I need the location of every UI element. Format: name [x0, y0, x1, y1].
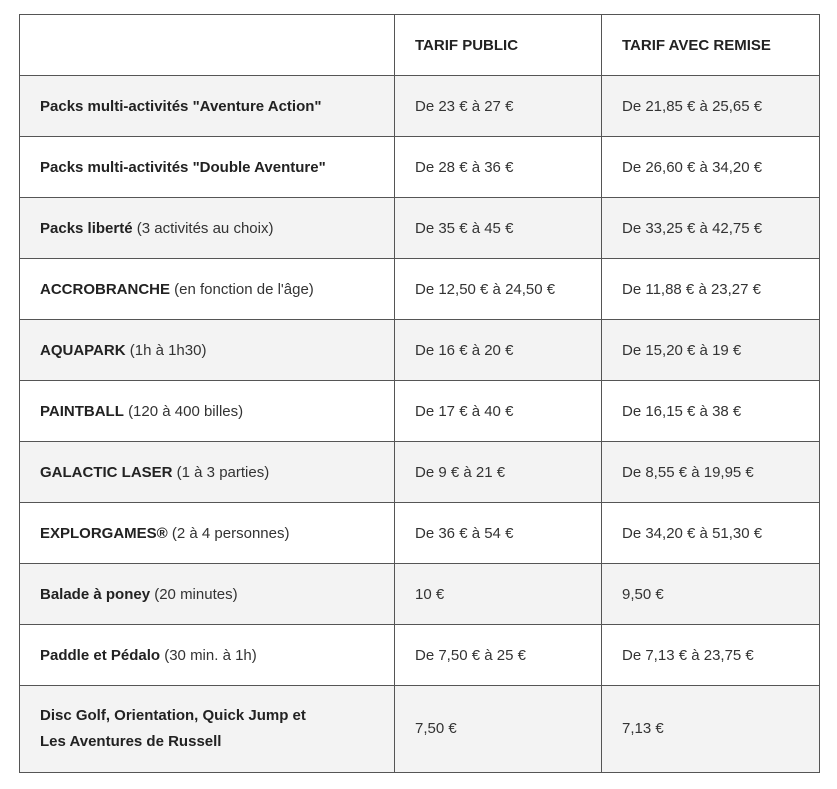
activity-cell: [20, 320, 395, 381]
discount-price-cell: 7,13 €: [602, 686, 820, 773]
table-row: [20, 564, 820, 625]
public-price-cell: De 28 € à 36 €: [395, 137, 602, 198]
activity-cell: [20, 625, 395, 686]
discount-price-cell: 9,50 €: [602, 564, 820, 625]
public-price-cell: De 36 € à 54 €: [395, 503, 602, 564]
public-price-cell: De 35 € à 45 €: [395, 198, 602, 259]
activity-name: AQUAPARK: [40, 341, 126, 359]
table-row: [20, 198, 820, 259]
activity-note: (1 à 3 parties): [176, 463, 270, 481]
discount-price-cell: De 7,13 € à 23,75 €: [602, 625, 820, 686]
activity-name: Balade à poney: [40, 585, 151, 603]
table-row: [20, 686, 820, 773]
activity-cell: [20, 76, 395, 137]
activity-name-line2: Les Aventures de Russell: [40, 733, 222, 750]
activity-cell: [20, 564, 395, 625]
table-row: [20, 259, 820, 320]
table-row: [20, 320, 820, 381]
activity-note: (1h à 1h30): [129, 341, 207, 359]
activity-name: Packs liberté: [40, 219, 133, 237]
public-price-cell: De 16 € à 20 €: [395, 320, 602, 381]
discount-price-cell: De 11,88 € à 23,27 €: [602, 259, 820, 320]
table-header-row: [20, 15, 820, 76]
public-price-cell: De 23 € à 27 €: [395, 76, 602, 137]
activity-note: (2 à 4 personnes): [171, 524, 290, 542]
discount-price-cell: De 33,25 € à 42,75 €: [602, 198, 820, 259]
activity-cell: [20, 198, 395, 259]
table-row: [20, 381, 820, 442]
table-row: [20, 76, 820, 137]
activity-cell: [20, 381, 395, 442]
activity-cell: [20, 686, 395, 773]
activity-name: Packs multi-activités "Double Aventure": [40, 158, 326, 176]
activity-note: (en fonction de l'âge): [174, 280, 314, 298]
activity-cell: [20, 442, 395, 503]
activity-cell: [20, 503, 395, 564]
table-row: [20, 442, 820, 503]
discount-price-cell: De 16,15 € à 38 €: [602, 381, 820, 442]
discount-price-cell: De 34,20 € à 51,30 €: [602, 503, 820, 564]
table-row: [20, 625, 820, 686]
activity-name: ACCROBRANCHE: [40, 280, 170, 298]
activity-name: Paddle et Pédalo: [40, 646, 161, 664]
table-row: [20, 137, 820, 198]
public-price-cell: 10 €: [395, 564, 602, 625]
discount-price-cell: De 15,20 € à 19 €: [602, 320, 820, 381]
activity-note: (3 activités au choix): [136, 219, 274, 237]
activity-name: Packs multi-activités "Aventure Action": [40, 97, 322, 115]
public-price-cell: De 7,50 € à 25 €: [395, 625, 602, 686]
discount-price-cell: De 8,55 € à 19,95 €: [602, 442, 820, 503]
activity-name-line1: Disc Golf, Orientation, Quick Jump et: [40, 707, 306, 724]
activity-name: GALACTIC LASER: [40, 463, 173, 481]
activity-note: (20 minutes): [154, 585, 238, 603]
header-discount-price: TARIF AVEC REMISE: [602, 15, 820, 76]
table-row: [20, 503, 820, 564]
header-public-price: TARIF PUBLIC: [395, 15, 602, 76]
activity-name: EXPLORGAMES®: [40, 524, 168, 542]
public-price-cell: De 17 € à 40 €: [395, 381, 602, 442]
public-price-cell: De 12,50 € à 24,50 €: [395, 259, 602, 320]
header-activity: [20, 15, 395, 76]
public-price-cell: De 9 € à 21 €: [395, 442, 602, 503]
public-price-cell: 7,50 €: [395, 686, 602, 773]
pricing-table: [19, 14, 820, 773]
activity-note: (120 à 400 billes): [128, 402, 244, 420]
activity-cell: [20, 137, 395, 198]
activity-note: (30 min. à 1h): [164, 646, 257, 664]
activity-name: PAINTBALL: [40, 402, 124, 420]
activity-cell: [20, 259, 395, 320]
discount-price-cell: De 26,60 € à 34,20 €: [602, 137, 820, 198]
discount-price-cell: De 21,85 € à 25,65 €: [602, 76, 820, 137]
